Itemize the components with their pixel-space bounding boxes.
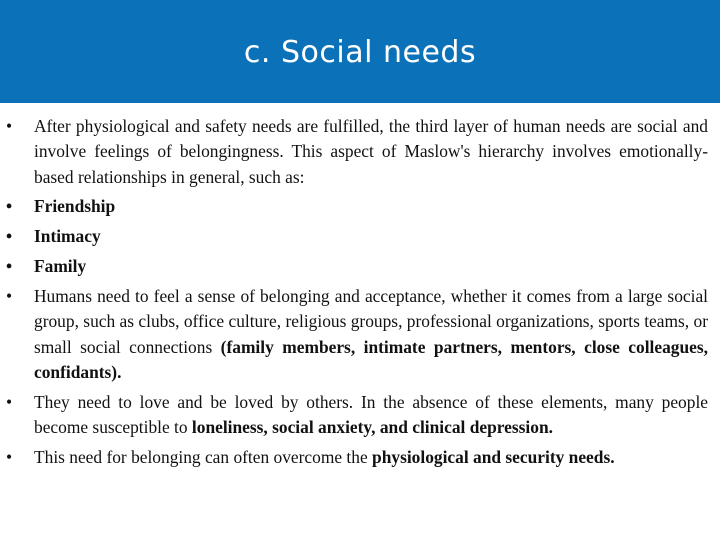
bullet-love-bold: loneliness, social anxiety, and clinical depression. [191,417,553,438]
bullet-overcome [0,445,720,470]
bullet-friendship-text: Friendship [34,196,116,217]
bullet-intimacy [0,224,720,249]
bullet-list [0,114,720,475]
bullet-belonging [0,284,720,385]
title-banner [0,0,720,103]
bullet-intro-text: After physiological and safety needs are fulfilled, the third layer of human needs are social and involve feelings of belongingness. This aspect of Maslow's hierarchy involves emotionally-based relationships in general, such as: [34,116,708,187]
slide-title: c. Social needs [243,35,477,70]
bullet-love [0,390,720,441]
bullet-love-text: They need to love and be loved by others. In the absence of these elements, many people become susceptible to [34,391,708,438]
bullet-belonging-bold: (family members, intimate partners, mentors, close colleagues, confidants). [34,336,708,383]
bullet-belonging-text: Humans need to feel a sense of belonging and acceptance, whether it comes from a large social group, such as clubs, office culture, religious groups, professional organizations, sports teams, or small social connections [34,286,708,357]
bullet-intimacy-text: Intimacy [34,226,101,247]
bullet-intro [0,114,720,190]
bullet-overcome-text: This need for belonging can often overcome the [34,447,373,468]
bullet-friendship [0,194,720,219]
bullet-family [0,254,720,279]
bullet-family-text: Family [34,256,87,277]
bullet-overcome-bold: physiological and security needs. [372,447,615,468]
